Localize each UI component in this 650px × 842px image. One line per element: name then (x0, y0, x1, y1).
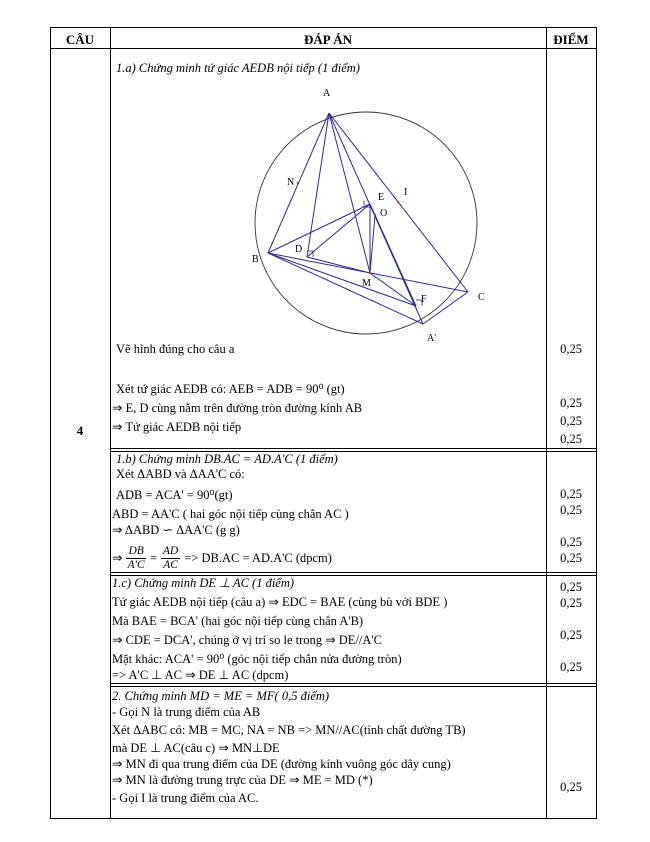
header-bottom-border (50, 48, 597, 49)
table-bottom-border (50, 818, 597, 819)
header-answer: ĐÁP ÁN (303, 32, 353, 47)
label-N: N (287, 177, 295, 188)
question-number: 4 (76, 423, 84, 438)
part-a-line3: ⇒ Tứ giác AEDB nội tiếp (112, 420, 242, 434)
circumcircle (255, 112, 477, 334)
point-value: 0,25 (560, 342, 582, 356)
part-2-line5: ⇒ MN là đường trung trực của DE ⇒ ME = MD (*) (112, 773, 373, 787)
label-A-prime: A' (427, 333, 437, 344)
fraction-1-denominator: A'C (127, 558, 145, 571)
table-right-border (596, 27, 597, 819)
part-2-line2: Xét ΔABC có: MB = MC, NA = NB => MN//AC(tính chất đường TB) (112, 723, 466, 737)
point-value: 0,25 (560, 660, 582, 674)
point-value: 0,25 (560, 432, 582, 446)
equals-sign: = (149, 550, 157, 565)
part-2-line3: mà DE ⊥ AC(câu c) ⇒ MN⊥DE (112, 741, 280, 755)
fraction-1-numerator: DB (128, 544, 144, 557)
label-I: I (404, 187, 408, 198)
col-divider-1 (110, 27, 111, 819)
label-M: M (362, 278, 371, 289)
header-points: ĐIỂM (553, 32, 589, 47)
fraction-2-denominator: AC (163, 558, 178, 571)
point-value: 0,25 (560, 628, 582, 642)
label-O: O (380, 208, 388, 219)
part-c-line3: ⇒ CDE = DCA', chúng ở vị trí so le trong ⇒ DE//A'C (112, 633, 383, 647)
point-value: 0,25 (560, 535, 582, 549)
label-C: C (478, 292, 485, 303)
part-b-line1: Xét ΔABD và ΔAA'C có: (116, 467, 245, 481)
label-A: A (323, 88, 331, 99)
row-divider-22 (110, 686, 597, 687)
header-question: CÂU (65, 32, 95, 47)
point-value: 0,25 (560, 780, 582, 794)
part-b-title: 1.b) Chứng minh DB.AC = AD.A'C (1 điểm) (116, 452, 338, 466)
part-b-line3: ABD = AA'C ( hai góc nội tiếp cùng chắn AC ) (112, 507, 349, 521)
point-value: 0,25 (560, 580, 582, 594)
fraction-2-numerator: AD (162, 544, 179, 557)
part-2-line4: ⇒ MN đi qua trung điểm của DE (đường kính vuông góc dây cung) (112, 757, 451, 771)
part-c-line1: Tứ giác AEDB nội tiếp (câu a) ⇒ EDC = BAE (cùng bù với BDE ) (112, 595, 448, 609)
part-c-line5: => A'C ⊥ AC ⇒ DE ⊥ AC (dpcm) (112, 668, 289, 682)
part-b-fraction-line (112, 542, 332, 574)
part-b-line2: ADB = ACA' = 90⁰(gt) (116, 488, 233, 502)
row-divider-2 (110, 683, 597, 684)
point-value: 0,25 (560, 596, 582, 610)
fraction-db-a2c (126, 545, 145, 572)
col-divider-2 (546, 27, 547, 819)
part-2-title: 2. Chứng minh MD = ME = MF( 0,5 điểm) (112, 689, 330, 703)
point-value: 0,25 (560, 487, 582, 501)
implies-symbol: ⇒ (112, 551, 123, 565)
part-b-line4: ⇒ ΔABD ∽ ΔAA'C (g g) (112, 523, 240, 537)
part-a-line1: Xét tứ giác AEDB có: AEB = ADB = 90⁰ (gt) (116, 382, 345, 396)
label-B: B (252, 254, 259, 265)
point-value: 0,25 (560, 414, 582, 428)
part-2-line1: - Gọi N là trung điểm của AB (112, 705, 261, 719)
part-c-title: 1.c) Chứng minh DE ⊥ AC (1 điểm) (112, 576, 295, 590)
row-divider-b (110, 448, 597, 449)
label-E: E (378, 192, 385, 203)
part-a-line2: ⇒ E, D cùng nằm trên đường tròn đường kính AB (112, 401, 363, 415)
label-F: F (421, 294, 427, 305)
point-value: 0,25 (560, 551, 582, 565)
point-value: 0,25 (560, 396, 582, 410)
label-D: D (295, 244, 303, 255)
part-b-conclusion: => DB.AC = AD.A'C (dpcm) (184, 550, 332, 565)
part-c-line2: Mà BAE = BCA' (hai góc nội tiếp cùng chắn A'B) (112, 614, 364, 628)
point-value: 0,25 (560, 503, 582, 517)
fraction-ad-ac (161, 545, 180, 572)
part-a-draw: Vẽ hình đúng cho câu a (116, 342, 235, 356)
part-c-line4: Mặt khác: ACA' = 90⁰ (góc nội tiếp chắn nửa đường tròn) (112, 652, 402, 666)
part-a-title: 1.a) Chứng minh tứ giác AEDB nội tiếp (1 điểm) (116, 61, 360, 75)
table-top-border (50, 27, 597, 28)
part-2-line6: - Gọi I là trung điểm của AC. (112, 791, 259, 805)
